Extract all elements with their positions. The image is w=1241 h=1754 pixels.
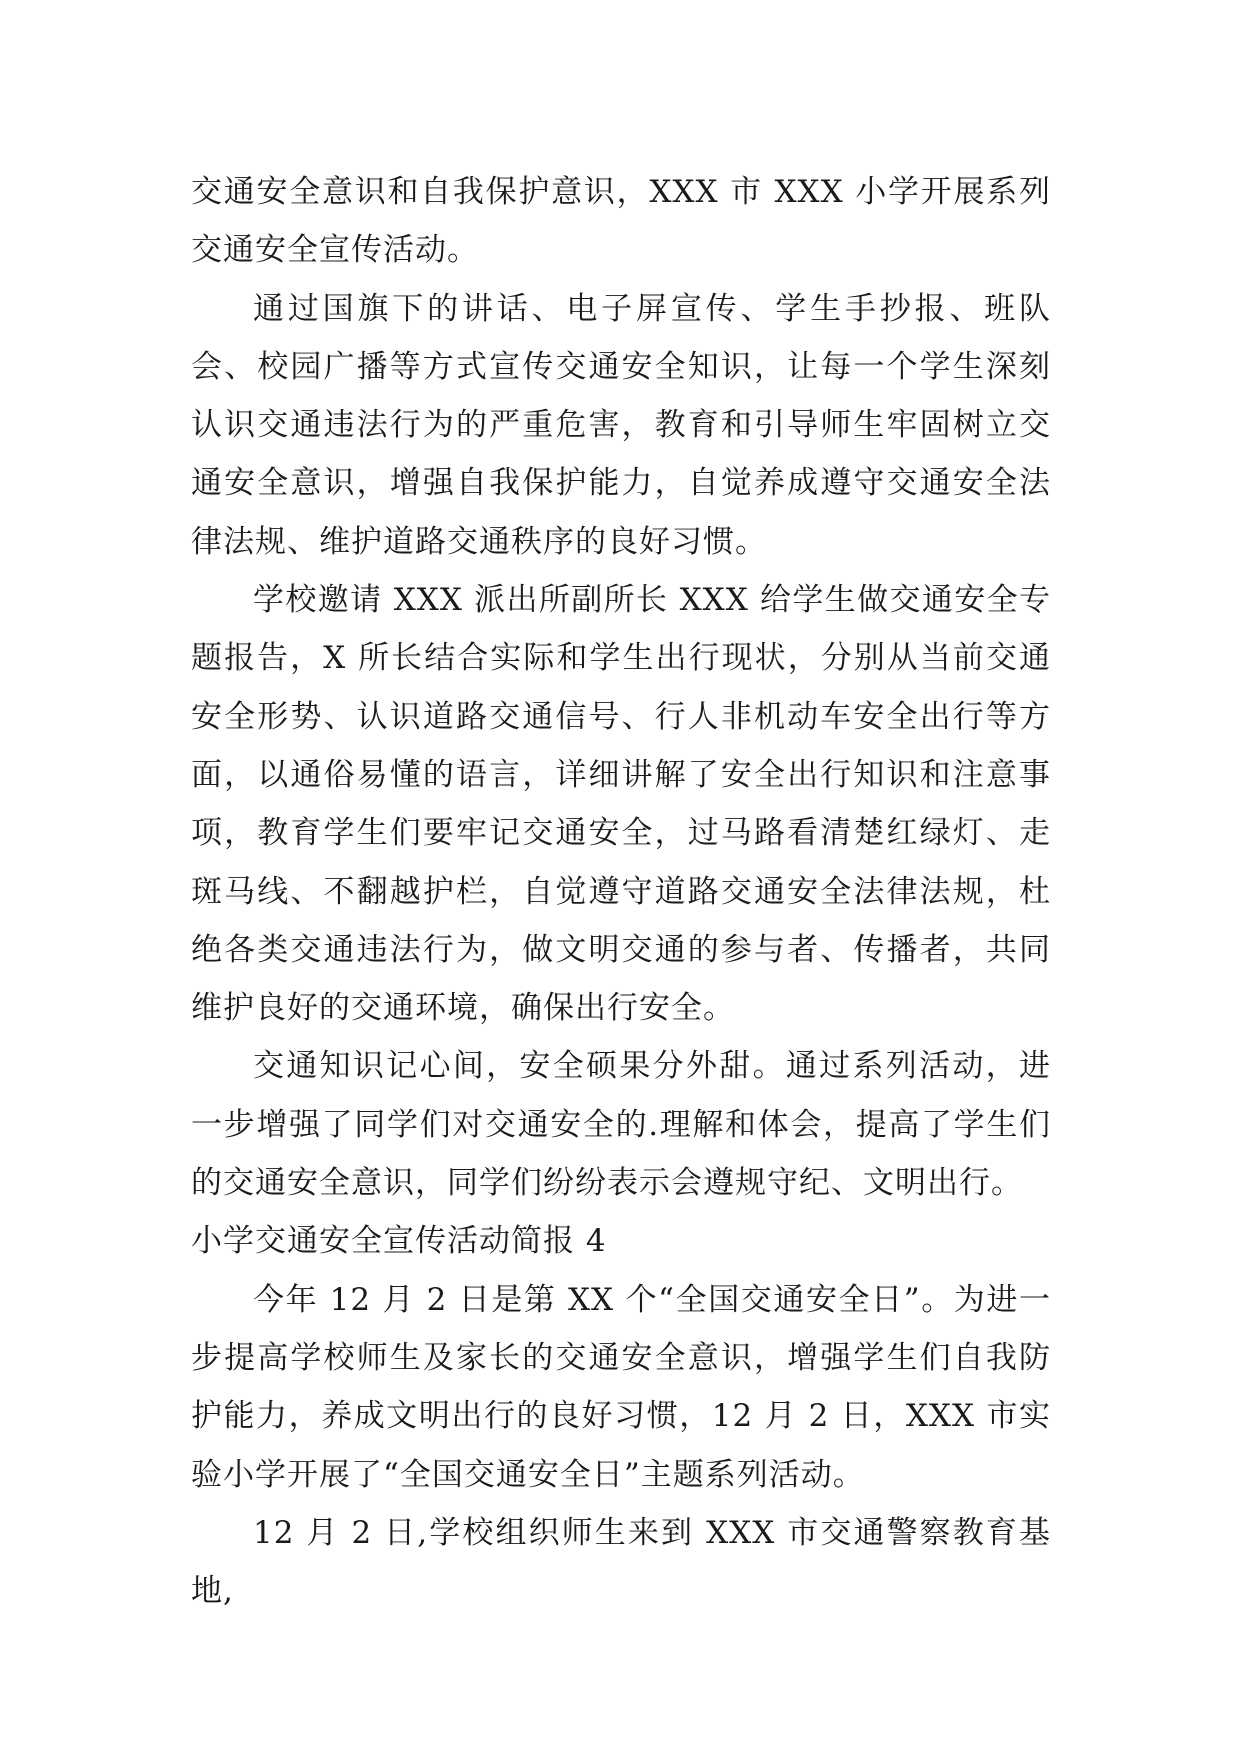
paragraph-police-report: 学校邀请 XXX 派出所副所长 XXX 给学生做交通安全专题报告，X 所长结合实际和学生出行现状，分别从当前交通安全形势、认识道路交通信号、行人非机动车安全出行等方面，以通俗易懂的语言，详细讲解了安全出行知识和注意事项，教育学生们要牢记交通安全，过马路看清楚红绿灯、走斑马线、不翻越护栏，自觉遵守道路交通安全法律法规，杜绝各类交通违法行为，做文明交通的参与者、传播者，共同维护良好的交通环境，确保出行安全。	[191, 582, 1051, 1027]
paragraph-conclusion: 交通知识记心间，安全硕果分外甜。通过系列活动，进一步增强了同学们对交通安全的.理解和体会，提高了学生们的交通安全意识，同学们纷纷表示会遵规守纪、文明出行。	[191, 1048, 1051, 1202]
section-heading: 小学交通安全宣传活动简报 4	[191, 1223, 607, 1260]
paragraph-continuation: 交通安全意识和自我保护意识，XXX 市 XXX 小学开展系列交通安全宣传活动。	[191, 174, 1051, 269]
paragraph-education-base: 12 月 2 日,学校组织师生来到 XXX 市交通警察教育基地,	[191, 1514, 1051, 1610]
paragraph-publicity-methods: 通过国旗下的讲话、电子屏宣传、学生手抄报、班队会、校园广播等方式宣传交通安全知识，让每一个学生深刻认识交通违法行为的严重危害，教育和引导师生牢固树立交通安全意识，增强自我保护能力，自觉养成遵守交通安全法律法规、维护道路交通秩序的良好习惯。	[191, 290, 1051, 560]
paragraph-safety-day-intro: 今年 12 月 2 日是第 XX 个“全国交通安全日”。为进一步提高学校师生及家长的交通安全意识，增强学生们自我防护能力，养成文明出行的良好习惯，12 月 2 日，XXX 市实验小学开展了“全国交通安全日”主题系列活动。	[191, 1281, 1051, 1493]
document-page	[191, 163, 1051, 1620]
